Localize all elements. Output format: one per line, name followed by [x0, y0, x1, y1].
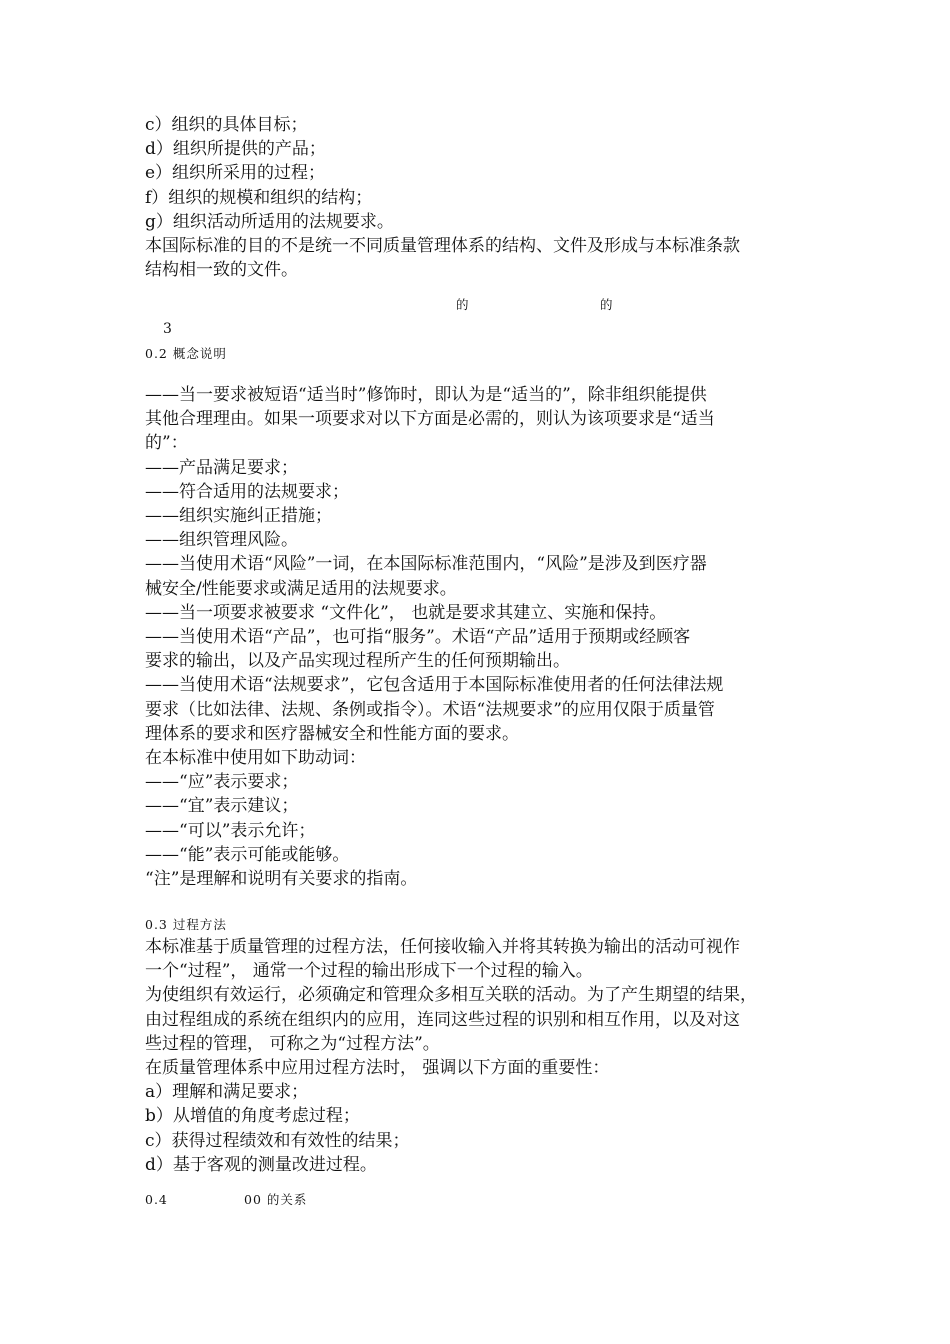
text-line: 本国际标准的目的不是统一不同质量管理体系的结构、文件及形成与本标准条款	[145, 236, 740, 256]
text-line: d）组织所提供的产品；	[145, 139, 326, 160]
section-heading-0-4-number: 0.4	[145, 1192, 168, 1207]
text-line: 为使组织有效运行，必须确定和管理众多相互关联的活动。为了产生期望的结果，	[145, 985, 757, 1006]
text-line: f）组织的规模和组织的结构；	[145, 187, 373, 208]
text-line: ——“应”表示要求；	[145, 772, 299, 793]
text-line: 结构相一致的文件。	[145, 260, 298, 281]
text-line: ——当使用术语“风险”一词，在本国际标准范围内，“风险”是涉及到医疗器	[145, 554, 707, 575]
text-line: ——组织实施纠正措施；	[145, 506, 332, 526]
text-line: 要求的输出，以及产品实现过程所产生的任何预期输出。	[145, 651, 570, 672]
text-line: c）获得过程绩效和有效性的结果；	[145, 1130, 410, 1151]
text-line: 在质量管理体系中应用过程方法时， 强调以下方面的重要性：	[145, 1058, 610, 1078]
text-line: g）组织活动所适用的法规要求。	[145, 211, 394, 232]
text-line: ——当使用术语“法规要求”，它包含适用于本国际标准使用者的任何法律法规	[145, 675, 724, 696]
text-line: ——当一要求被短语“适当时”修饰时，即认为是“适当的”，除非组织能提供	[145, 385, 707, 405]
text-line: 本标准基于质量管理的过程方法，任何接收输入并将其转换为输出的活动可视作	[145, 937, 740, 957]
text-line: a）理解和满足要求；	[145, 1082, 309, 1103]
text-line: 由过程组成的系统在组织内的应用，连同这些过程的识别和相互作用，以及对这	[145, 1009, 740, 1030]
text-line: 要求（比如法律、法规、条例或指令）。术语“法规要求”的应用仅限于质量管	[145, 699, 715, 720]
section-heading-0-4-text: 00 的关系	[244, 1192, 308, 1207]
text-line: ——产品满足要求；	[145, 457, 298, 478]
text-fragment: 的	[456, 297, 470, 312]
text-line: ——组织管理风险。	[145, 530, 298, 551]
text-line: 理体系的要求和医疗器械安全和性能方面的要求。	[145, 723, 519, 744]
text-line: d）基于客观的测量改进过程。	[145, 1154, 377, 1175]
text-line: ——“能”表示可能或能够。	[145, 844, 350, 865]
text-line: ——符合适用的法规要求；	[145, 481, 349, 502]
text-fragment: 的	[600, 297, 614, 312]
text-line: 一个“过程”， 通常一个过程的输出形成下一个过程的输入。	[145, 961, 593, 982]
text-line: ——“宜”表示建议；	[145, 796, 299, 817]
text-line: 的”：	[145, 433, 188, 454]
text-line: “注”是理解和说明有关要求的指南。	[145, 869, 418, 889]
text-line: ——当一项要求被要求 “文件化”， 也就是要求其建立、实施和保持。	[145, 602, 667, 623]
text-line: ——“可以”表示允许；	[145, 820, 316, 841]
text-line: 些过程的管理， 可称之为“过程方法”。	[145, 1033, 440, 1054]
text-line: 械安全/性能要求或满足适用的法规要求。	[145, 578, 457, 599]
text-line: b）从增值的角度考虑过程；	[145, 1106, 360, 1127]
text-line: c）组织的具体目标；	[145, 115, 308, 135]
page-number: 3	[163, 321, 173, 337]
text-line: 其他合理理由。如果一项要求对以下方面是必需的，则认为该项要求是“适当	[145, 409, 715, 430]
text-line: ——当使用术语“产品”，也可指“服务”。术语“产品”适用于预期或经顾客	[145, 627, 691, 647]
section-heading-0-3: 0.3 过程方法	[145, 917, 227, 932]
section-heading-0-2: 0.2 概念说明	[145, 346, 227, 361]
text-line: 在本标准中使用如下助动词：	[145, 748, 366, 768]
text-line: e）组织所采用的过程；	[145, 163, 326, 184]
